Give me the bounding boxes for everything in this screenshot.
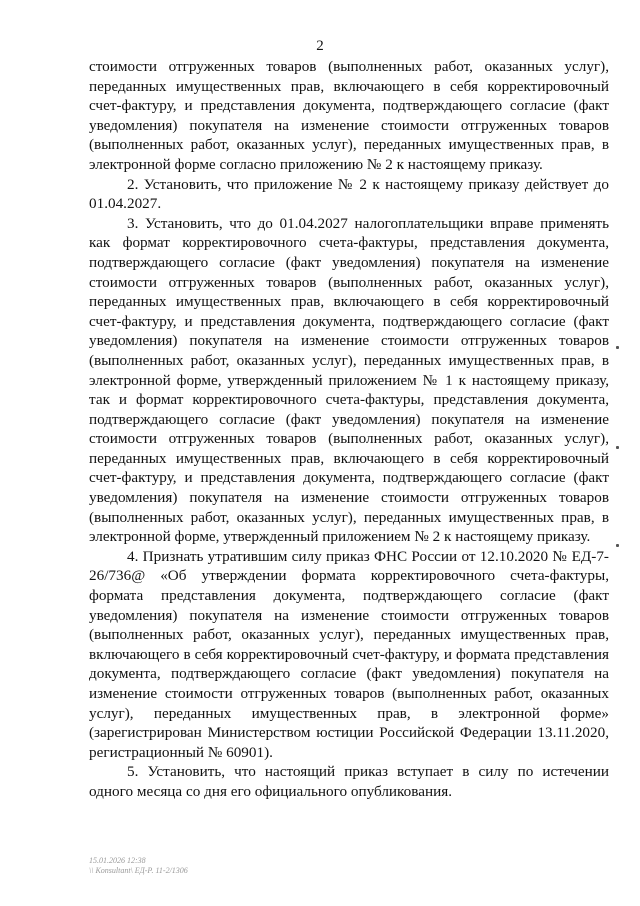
document-body bbox=[89, 57, 609, 802]
paragraph-3: 3. Установить, что до 01.04.2027 налогоплательщики вправе применять как формат корректировочного счета-фактуры, представления документа, подтверждающего согласие (факт уведомления) покупателя на изменение стоимости отгруженных товаров (выполненных работ, оказанных услуг), переданных имущественных прав, включающего в себя корректировочный счет-фактуру, и представления документа, подтверждающего согласие (факт уведомления) покупателя на изменение стоимости отгруженных товаров (выполненных работ, оказанных услуг), переданных имущественных прав, в электронной форме, утвержденный приложением № 1 к настоящему приказу, так и формат корректировочного счета-фактуры, представления документа, подтверждающего согласие (факт уведомления) покупателя на изменение стоимости отгруженных товаров (выполненных работ, оказанных услуг), переданных имущественных прав, включающего в себя корректировочный счет-фактуру, и представления документа, подтверждающего согласие (факт уведомления) покупателя на изменение стоимости отгруженных товаров (выполненных работ, оказанных услуг), переданных имущественных прав, в электронной форме, утвержденный приложением № 2 к настоящему приказу. bbox=[89, 214, 609, 546]
footer-line-1: 15.01.2026 12:38 bbox=[89, 856, 146, 865]
paragraph-5: 5. Установить, что настоящий приказ вступает в силу по истечении одного месяца со дня его официального опубликования. bbox=[89, 763, 609, 800]
page-number: 2 bbox=[316, 38, 324, 54]
scan-artifact bbox=[616, 346, 619, 349]
scan-artifact bbox=[616, 544, 619, 547]
paragraph-2: 2. Установить, что приложение № 2 к настоящему приказу действует до 01.04.2027. bbox=[89, 175, 609, 213]
paragraph-continuation: стоимости отгруженных товаров (выполненных работ, оказанных услуг), переданных имущественных прав, включающего в себя корректировочный счет-фактуру, и представления документа, подтверждающего согласие (факт уведомления) покупателя на изменение стоимости отгруженных товаров (выполненных работ, оказанных услуг), переданных имущественных прав, в электронной форме согласно приложению № 2 к настоящему приказу. bbox=[89, 58, 609, 173]
scan-artifact bbox=[616, 446, 619, 449]
footer-stamp bbox=[89, 856, 188, 876]
paragraph-4: 4. Признать утратившим силу приказ ФНС России от 12.10.2020 № ЕД-7-26/736@ «Об утверждении формата корректировочного счета-фактуры, формата представления документа, подтверждающего согласие (факт уведомления) покупателя на изменение стоимости отгруженных товаров (выполненных работ, оказанных услуг), переданных имущественных прав, включающего в себя корректировочный счет-фактуру, и формата представления документа, подтверждающего согласие (факт уведомления) покупателя на изменение стоимости отгруженных товаров (выполненных работ, оказанных услуг), переданных имущественных прав, в электронной форме» (зарегистрирован Министерством юстиции Российской Федерации 13.11.2020, регистрационный № 60901). bbox=[89, 547, 609, 761]
footer-line-2: \\ Konsultant\ ЕД-Р. 11-2/1306 bbox=[89, 866, 188, 875]
